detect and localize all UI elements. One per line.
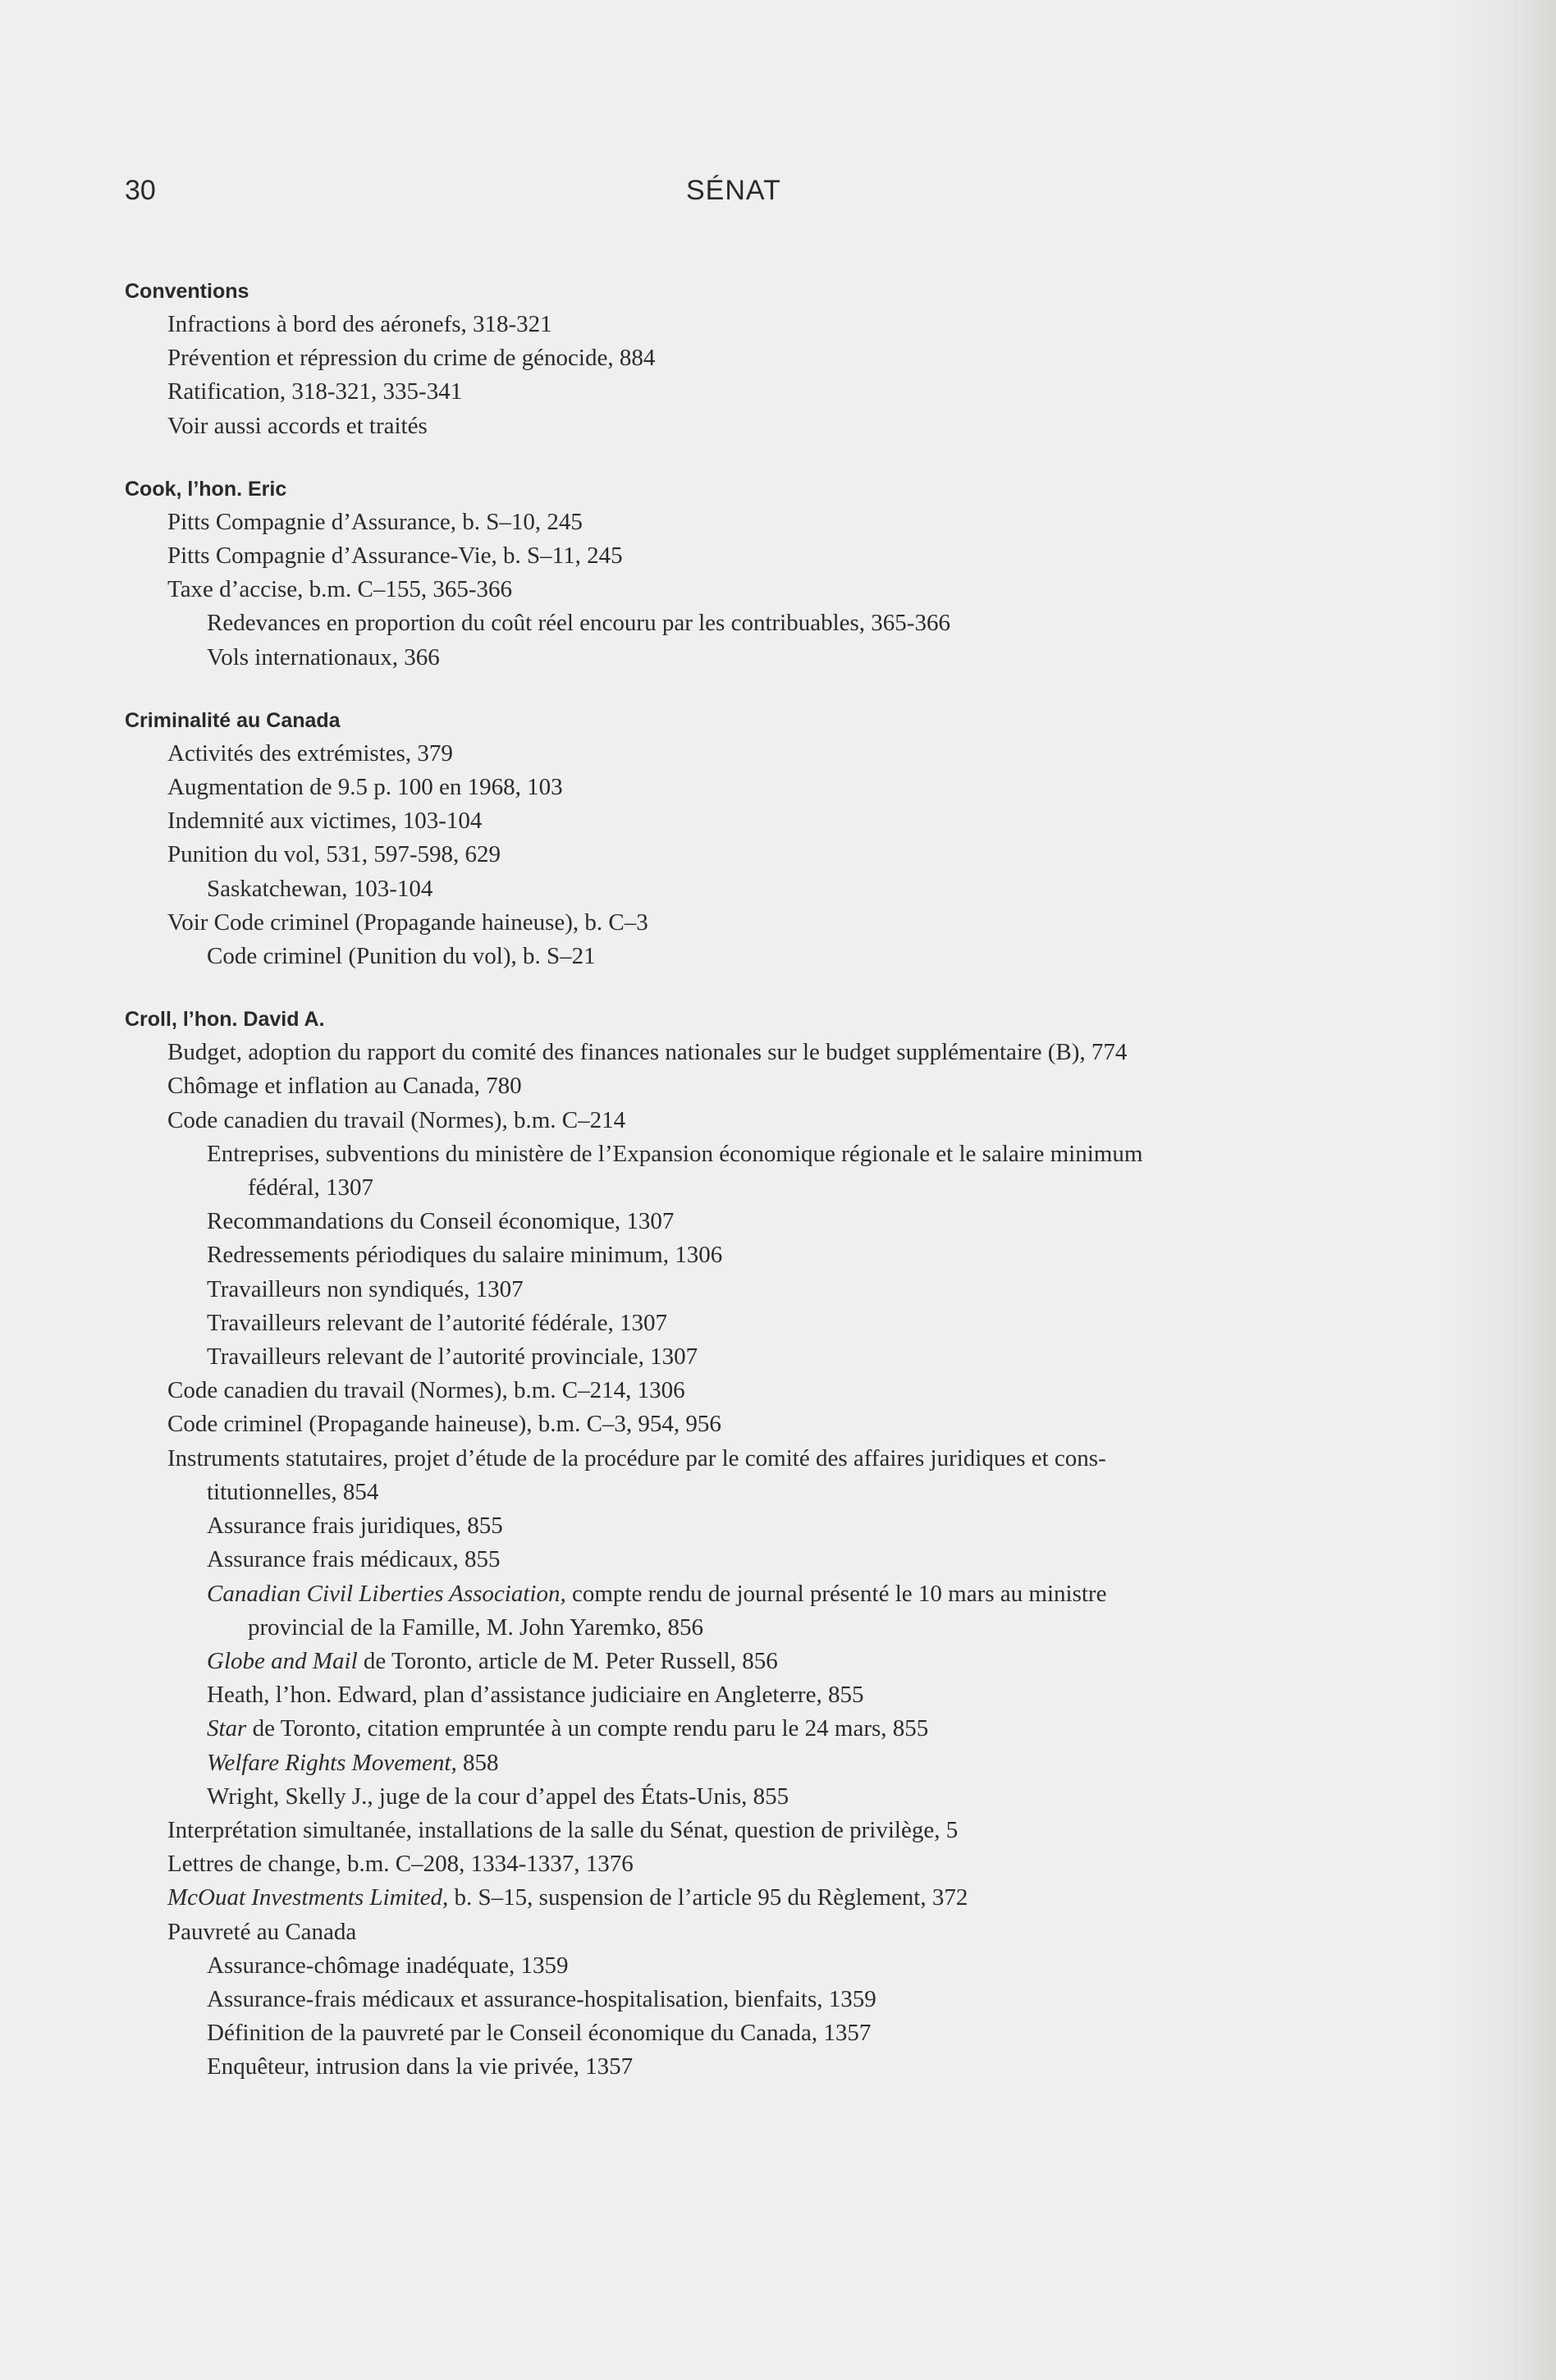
index-entry: Chômage et inflation au Canada, 780 [167, 1073, 522, 1100]
index-subentry: Redressements périodiques du salaire minimum, 1306 [207, 1242, 723, 1269]
index-entries [125, 275, 1438, 2114]
index-entry: Pitts Compagnie d’Assurance, b. S–10, 245 [167, 508, 583, 535]
section-heading: Croll, l’hon. David A. [125, 1008, 325, 1032]
index-subentry: Wright, Skelly J., juge de la cour d’appel des États-Unis, 855 [207, 1783, 789, 1810]
italic-title: Globe and Mail [207, 1647, 358, 1674]
index-entry: Voir aussi accords et traités [167, 412, 428, 439]
page-edge-shadow [1441, 0, 1556, 2380]
index-entry: Budget, adoption du rapport du comité des finances nationales sur le budget supplémentaire (B), 774 [167, 1039, 1128, 1066]
index-subentry: Vols internationaux, 366 [207, 643, 440, 671]
italic-title: Star [207, 1715, 247, 1742]
index-entry: Pitts Compagnie d’Assurance-Vie, b. S–11, 245 [167, 542, 623, 570]
index-subentry: Code criminel (Punition du vol), b. S–21 [207, 943, 596, 970]
running-head [125, 168, 1438, 217]
index-section [125, 473, 1438, 675]
index-subentry: Assurance frais médicaux, 855 [207, 1546, 501, 1573]
entry-text: compte rendu de journal présenté le 10 mars au ministre [565, 1580, 1107, 1607]
index-entry: Infractions à bord des aéronefs, 318-321 [167, 311, 552, 337]
page-number: 30 [125, 175, 156, 206]
index-continuation: provincial de la Famille, M. John Yaremko, 856 [248, 1613, 703, 1641]
index-subentry: Enquêteur, intrusion dans la vie privée, 1357 [207, 2053, 634, 2080]
index-subentry: Travailleurs relevant de l’autorité fédérale, 1307 [207, 1309, 667, 1336]
index-section [125, 1003, 1438, 2084]
entry-text: de Toronto, article de M. Peter Russell, 856 [357, 1647, 778, 1674]
index-page [125, 168, 1438, 2080]
index-entry: Code criminel (Propagande haineuse), b.m. C–3, 954, 956 [167, 1411, 721, 1438]
entry-text: de Toronto, citation empruntée à un compte rendu paru le 24 mars, 855 [246, 1715, 929, 1742]
index-entry: Code canadien du travail (Normes), b.m. C–214, 1306 [167, 1377, 685, 1404]
index-subentry [125, 1746, 1438, 1780]
index-entry: Taxe d’accise, b.m. C–155, 365-366 [167, 576, 512, 603]
index-subentry: Travailleurs non syndiqués, 1307 [207, 1275, 524, 1302]
index-section [125, 704, 1438, 973]
index-section [125, 275, 1438, 443]
italic-title: Welfare Rights Movement, [207, 1749, 457, 1776]
index-entry: Voir Code criminel (Propagande haineuse), b. C–3 [167, 909, 648, 936]
entry-text: 858 [456, 1749, 499, 1776]
index-subentry: Travailleurs relevant de l’autorité provinciale, 1307 [207, 1343, 698, 1371]
index-subentry: Redevances en proportion du coût réel encouru par les contribuables, 365-366 [207, 610, 950, 637]
index-entry: Pauvreté au Canada [167, 1918, 357, 1945]
index-entry: Augmentation de 9.5 p. 100 en 1968, 103 [167, 774, 563, 801]
index-entry: Punition du vol, 531, 597-598, 629 [167, 841, 501, 868]
section-heading: Cook, l’hon. Eric [125, 477, 287, 501]
index-subentry [125, 1577, 1438, 1611]
index-subentry: Assurance-frais médicaux et assurance-hospitalisation, bienfaits, 1359 [207, 1985, 876, 2012]
index-subentry: Recommandations du Conseil économique, 1307 [207, 1208, 675, 1235]
index-entry: Lettres de change, b.m. C–208, 1334-1337, 1376 [167, 1851, 634, 1878]
section-heading: Conventions [125, 280, 249, 303]
index-entry: Code canadien du travail (Normes), b.m. C–214 [167, 1106, 626, 1133]
running-title: SÉNAT [686, 175, 781, 206]
index-entry: Activités des extrémistes, 379 [167, 739, 453, 767]
index-entry: Indemnité aux victimes, 103-104 [167, 808, 483, 835]
index-subentry: Définition de la pauvreté par le Conseil économique du Canada, 1357 [207, 2020, 872, 2047]
index-subentry: Entreprises, subventions du ministère de l’Expansion économique régionale et le salaire minimum [207, 1140, 1143, 1167]
index-subentry: Saskatchewan, 103-104 [207, 875, 433, 902]
index-continuation: fédéral, 1307 [248, 1174, 373, 1201]
italic-title: Canadian Civil Liberties Association, [207, 1580, 566, 1607]
index-subentry [125, 1712, 1438, 1746]
index-subentry [125, 1645, 1438, 1678]
index-entry: Instruments statutaires, projet d’étude de la procédure par le comité des affaires juridiques et cons- [167, 1444, 1106, 1471]
section-heading: Criminalité au Canada [125, 708, 341, 732]
index-subentry: Assurance frais juridiques, 855 [207, 1513, 503, 1540]
italic-title: McOuat Investments Limited, [167, 1884, 449, 1911]
index-entry: Prévention et répression du crime de génocide, 884 [167, 345, 656, 372]
index-entry: Interprétation simultanée, installations de la salle du Sénat, question de privilège, 5 [167, 1816, 959, 1843]
entry-text: b. S–15, suspension de l’article 95 du Règlement, 372 [448, 1884, 968, 1911]
index-entry: Ratification, 318-321, 335-341 [167, 378, 463, 405]
index-subentry: Heath, l’hon. Edward, plan d’assistance judiciaire en Angleterre, 855 [207, 1682, 864, 1709]
index-entry [125, 1881, 1438, 1915]
index-continuation: titutionnelles, 854 [207, 1478, 379, 1505]
index-subentry: Assurance-chômage inadéquate, 1359 [207, 1952, 569, 1979]
